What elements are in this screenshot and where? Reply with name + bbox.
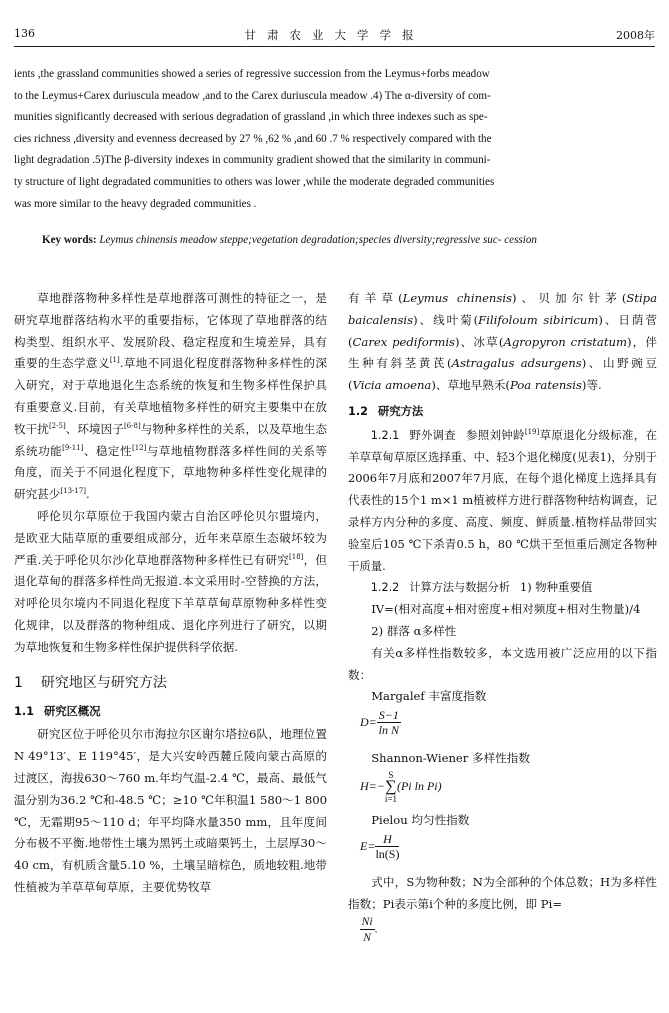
text-run: 与物种多样性的关系，以及草地生态系统功能 (14, 421, 327, 458)
text-run: )，伴生种有斜茎黄芪( (348, 334, 657, 371)
text-run: 参照刘钟龄 (465, 427, 525, 442)
iv-formula: IV=(相对高度+相对密度+相对频度+相对生物量)/4 (371, 602, 641, 617)
text-run: 有羊草( (348, 291, 403, 305)
text-run: ，但退化草甸的群落多样性尚无报道.本文采用时-空替换的方法，对呼伦贝尔境内不同退化程度下羊草草甸草原物种多样性变化规律，以及群落的物种组成、退化序列进行了研究，以期为草地恢复和生物多样性保护提供科学依据. (14, 552, 327, 654)
text-run: 、环境因子 (65, 421, 124, 436)
english-abstract (14, 64, 655, 215)
latin-name: Poa ratensis (509, 378, 582, 393)
text-run: )、山野豌豆( (348, 356, 657, 393)
text-run: 草地群落物种多样性是草地群落可测性的特征之一，是研究草地群落结构水平的重要指标，它体现了草地群落的结构类型、组织水平、发展阶段、稳定程度和生境差异，具有重要的生态学意义 (14, 291, 327, 371)
journal-title: 甘肃农业大学学报 (244, 28, 425, 42)
latin-name: Leymus chinensis (402, 291, 513, 305)
right-column (348, 288, 657, 945)
subsection-heading-1-1: 1.1 研究区概况 (14, 704, 101, 718)
intro-paragraph-2 (14, 506, 327, 659)
calc-methods-heading: 1.2.2 计算方法与数据分析 1) 物种重要值 (370, 580, 593, 595)
abstract-line: light degradation .5)The β-diversity indexes in community gradient showed that the similarity in communi- (14, 154, 491, 167)
page-number: 136 (14, 27, 35, 40)
alpha-item: 2) 群落 α多样性 (371, 623, 457, 638)
formula-e: E= $\frac{H}{\ln(S)}$ (360, 831, 400, 861)
citation-ref: [9-11] (62, 443, 84, 452)
citation-ref: [19] (524, 427, 540, 436)
abstract-line: to the Leymus+Carex duriuscula meadow ,and to the Carex duriuscula meadow .4) The α-diversity of com- (14, 89, 491, 102)
latin-name: Astragalus adsurgens (451, 356, 582, 371)
text-run: 草原退化分级标准，在羊草草甸草原区选择重、中、轻3个退化梯度(见表1)，分别于2006年7月底和2007年7月底，在每个退化梯度上选择具有代表性的15个1 m×1 m植被样方进行群落物种结构调查，记录样方内分种的多度、高度、频度、鲜质量.植物样品带回实验室后105 ℃下杀青0.5 h，80 ℃烘干至恒重后测定各物种干质量. (348, 427, 657, 573)
latin-name: Stipa baicalensis (348, 291, 658, 327)
text-run: 、稳定性 (83, 443, 132, 458)
text-run: )、冰草( (454, 334, 504, 349)
text-run: )、贝加尔针茅( (512, 291, 627, 305)
alpha-paragraph: 有关α多样性指数较多，本文选用被广泛应用的以下指数： (348, 645, 657, 682)
latin-name: Vicia amoena (352, 378, 432, 393)
text-run: )等. (581, 378, 602, 393)
running-header (14, 27, 655, 45)
section-heading-1: 1 研究地区与研究方法 (14, 674, 167, 691)
text-run: .草地不同退化程度群落物种多样性的深入研究，对于草地退化生态系统的恢复和生物多样性保护具有重要意义.目前，有关草地植物多样性的研究主要集中在放牧干扰 (14, 356, 327, 436)
text-run: 呼伦贝尔草原位于我国内蒙古自治区呼伦贝尔盟境内，是欧亚大陆草原的重要组成部分，近年来草原生态破坏较为严重.关于呼伦贝尔沙化草地群落物种多样性已有研究 (14, 508, 327, 567)
abstract-line: was more similar to the heavy degraded communities . (14, 197, 257, 210)
formula-d: D= $\frac{S-1}{\text{ln N}}$ (360, 708, 399, 738)
study-area-paragraph: 研究区位于呼伦贝尔市海拉尔区谢尔塔拉6队，地理位置N 49°13′、E 119°45′，是大兴安岭西麓丘陵向蒙古高原的过渡区，海拔630～760 m.年均气温-2.4 ℃，最高、最低气温分别为36.2 ℃和-48.5 ℃；≥10 ℃年积温1 580～1 800 ℃，无霜期95～110 d；年平均降水量350 mm，且年度间分布极不平衡.地带性土壤为黑钙土或暗栗钙土，土层厚30～40 cm，有机质含量5.10 %，土壤呈暗棕色，质地较粗.地带性植被为羊草草甸草原，主要优势牧草 (14, 727, 327, 894)
formula-h: H=− S ∑ i=1 (Pi ln Pi) (360, 769, 442, 804)
text-run: . (86, 487, 90, 502)
citation-ref: [6-8] (123, 421, 141, 430)
citation-ref: [12] (131, 443, 147, 452)
text-run: )、日荫菅( (348, 312, 657, 349)
latin-name: Carex pediformis (352, 334, 455, 349)
citation-ref: [1] (109, 356, 120, 365)
text-run: )、草地早熟禾( (431, 378, 510, 393)
abstract-line: munities significantly decreased with serious degradation of grassland ,in which three indexes such as spe- (14, 111, 488, 124)
margalef-name: Margalef 丰富度指数 (371, 689, 487, 704)
species-paragraph (348, 288, 657, 397)
shannon-name: Shannon-Wiener 多样性指数 (371, 751, 530, 766)
text-run: )、线叶菊( (413, 312, 479, 327)
citation-ref: [13-17] (60, 487, 87, 496)
pielou-name: Pielou 均匀性指数 (371, 812, 470, 827)
keywords (14, 230, 655, 252)
pi-fraction: $\frac{Ni}{N}$ . (361, 915, 378, 945)
field-survey-paragraph: 1.2.1 野外调查 参照刘钟龄[19]草原退化分级标准，在羊草草甸草原区选择重、中、轻3个退化梯度(见表1)，分别于2006年7月底和2007年7月底，在每个退化梯度上选择具有代表性的15个1 m×1 m植被样方进行群落物种结构调查，记录样方内分种的多度、高度、频度、鲜质量.植物样品带回实验室后105 ℃下杀青0.5 h，80 ℃烘干至恒重后测定各物种干质量. (348, 427, 657, 573)
text-run: 与草地植物群落多样性间的关系等角度，而关于不同退化程度下，草地物种多样性变化规律的研究甚少 (14, 443, 327, 502)
header-rule (14, 46, 655, 47)
subsection-heading-1-2: 1.2 研究方法 (348, 404, 424, 418)
abstract-line: ients ,the grassland communities showed a series of regressive succession from the Leymus+forbs meadow (14, 68, 490, 80)
keywords-text: Leymus chinensis meadow steppe;vegetation degradation;species diversity;regressive suc- cession (99, 234, 537, 246)
where-paragraph: 式中，S为物种数；N为全部种的个体总数；H为多样性指数；Pi表示第i个种的多度比例，即 Pi= (348, 874, 657, 911)
intro-paragraph-1 (14, 288, 327, 506)
citation-ref: [2-5] (48, 421, 66, 430)
citation-ref: [18] (289, 552, 304, 561)
abstract-line: cies richness ,diversity and evenness decreased by 27 % ,62 % ,and 60 .7 % respectively compared with the (14, 132, 492, 145)
left-column (14, 288, 327, 899)
abstract-line: ty structure of light degradated communities to others was lower ,while the moderate degraded communities (14, 175, 495, 188)
latin-name: Filifoloum sibiricum (478, 312, 599, 327)
latin-name: Agropyron cristatum (503, 334, 627, 349)
year-label: 2008年 (616, 29, 655, 42)
keywords-label: Key words: (42, 234, 97, 246)
